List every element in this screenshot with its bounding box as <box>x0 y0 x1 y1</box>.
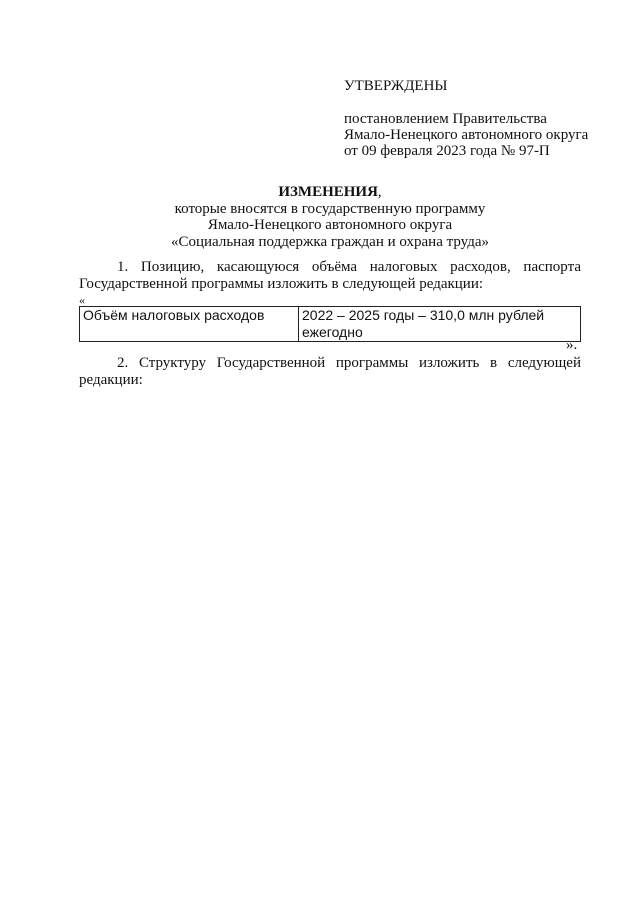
item-line: Государственной программы изложить в следующей редакции: <box>79 275 484 292</box>
table-cell-value: 2022 – 2025 годы – 310,0 млн рублей ежегодно <box>299 307 581 342</box>
approval-block <box>344 78 588 159</box>
quote-close: ». <box>566 337 578 353</box>
title-line: Ямало-Ненецкого автономного округа <box>207 217 453 233</box>
item-1 <box>79 259 581 292</box>
approval-line: Ямало-Ненецкого автономного округа <box>344 127 589 143</box>
title-line: «Социальная поддержка граждан и охрана труда» <box>171 233 489 250</box>
table-cell-label: Объём налоговых расходов <box>80 307 299 342</box>
tax-expenditure-table <box>79 306 581 342</box>
item-line: 1. Позицию, касающуюся объёма налоговых расходов, паспорта <box>117 259 581 275</box>
document-title <box>79 184 581 250</box>
approval-line: от 09 февраля 2023 года № 97-П <box>344 143 550 159</box>
item-line: редакции: <box>79 371 143 388</box>
quote-open: « <box>79 293 85 307</box>
item-line: 2. Структуру Государственной программы изложить в следующей <box>117 355 581 371</box>
approval-line: постановлением Правительства <box>344 111 547 127</box>
table-row <box>80 307 581 342</box>
title-line: которые вносятся в государственную программу <box>174 200 486 217</box>
title-suffix: , <box>377 184 382 200</box>
approval-heading: УТВЕРЖДЕНЫ <box>344 78 448 94</box>
title-main: ИЗМЕНЕНИЯ <box>278 184 378 200</box>
item-2 <box>79 355 581 388</box>
